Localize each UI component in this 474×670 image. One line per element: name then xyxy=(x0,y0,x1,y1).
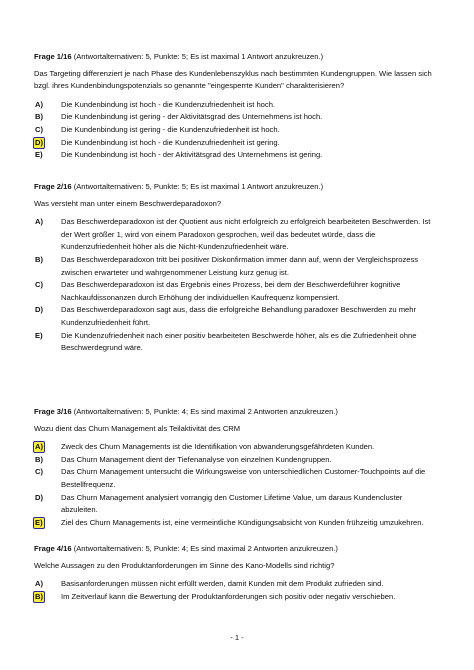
question-number: Frage 1/16 xyxy=(34,52,72,61)
question-header xyxy=(34,51,438,64)
question-4 xyxy=(34,543,438,603)
answer-letter: C) xyxy=(35,467,44,477)
question-number: Frage 2/16 xyxy=(34,182,72,191)
answer-letter: C) xyxy=(35,124,44,134)
answer-list xyxy=(34,578,438,603)
question-meta: (Antwortalternativen: 5, Punkte: 5; Es ist maximal 1 Antwort anzukreuzen.) xyxy=(73,182,324,191)
answer-letter: A) xyxy=(35,442,44,452)
answer-text: Zweck des Churn Managements ist die Identifikation von abwanderungsgefährdeten Kunden. xyxy=(61,442,375,452)
question-meta: (Antwortalternativen: 5, Punkte: 4; Es sind maximal 2 Antworten anzukreuzen.) xyxy=(73,544,338,553)
answer-text: Das Churn Management untersucht die Wirkungsweise von unterschiedlichen Customer-Touchpoints auf die Bestellfrequenz. xyxy=(61,467,426,489)
answer-option-c[interactable] xyxy=(34,466,438,491)
answer-option-a[interactable] xyxy=(34,99,438,112)
answer-option-c[interactable] xyxy=(34,124,438,137)
answer-letter: B) xyxy=(35,112,44,122)
question-3 xyxy=(34,406,438,529)
question-1 xyxy=(34,51,438,162)
answer-option-a[interactable] xyxy=(34,441,438,454)
answer-letter: B) xyxy=(35,591,44,601)
answer-option-a[interactable] xyxy=(34,578,438,591)
answer-letter: C) xyxy=(35,280,44,290)
answer-list xyxy=(34,216,438,355)
answer-letter: A) xyxy=(35,99,44,109)
answer-option-d[interactable] xyxy=(34,137,438,150)
answer-text: Im Zeitverlauf kann die Bewertung der Produktanforderungen sich positiv oder negativ verschieben. xyxy=(61,591,396,601)
answer-text: Die Kundenbindung ist gering - der Aktivitätsgrad des Unternehmens ist hoch. xyxy=(61,112,323,122)
question-text: Wozu dient das Churn Management als Teilaktivität des CRM xyxy=(34,423,241,433)
answer-option-b[interactable] xyxy=(34,254,438,279)
answer-letter: B) xyxy=(35,454,44,464)
answer-option-d[interactable] xyxy=(34,304,438,329)
question-text: Was versteht man unter einem Beschwerdeparadoxon? xyxy=(34,198,222,208)
answer-option-e[interactable] xyxy=(34,330,438,355)
question-header xyxy=(34,406,438,419)
answer-text: Das Beschwerdeparadoxon tritt bei positiver Diskonfirmation immer dann auf, wenn der Vergleichsprozess zwischen erwarteter und wahrgenommener Leistung kurz genug ist. xyxy=(61,254,419,277)
question-text: Welche Aussagen zu den Produktanforderungen im Sinne des Kano-Modells sind richtig? xyxy=(34,560,335,570)
answer-letter: B) xyxy=(35,254,44,264)
question-2 xyxy=(34,181,438,355)
answer-letter: E) xyxy=(35,150,43,160)
question-meta: (Antwortalternativen: 5, Punkte: 5; Es ist maximal 1 Antwort anzukreuzen.) xyxy=(73,52,324,61)
answer-letter: D) xyxy=(35,137,44,147)
answer-letter: D) xyxy=(35,305,44,315)
question-meta: (Antwortalternativen: 5, Punkte: 4; Es sind maximal 2 Antworten anzukreuzen.) xyxy=(73,407,338,416)
page-number: - 1 - xyxy=(230,633,244,642)
question-number: Frage 3/16 xyxy=(34,407,72,416)
answer-letter: E) xyxy=(35,517,43,527)
answer-option-e[interactable] xyxy=(34,149,438,162)
answer-option-b[interactable] xyxy=(34,454,438,467)
answer-text: Das Beschwerdeparadoxon ist das Ergebnis eines Prozess, bei dem der Beschwerdeführer kognitive Nachkaufdissonanzen durch Erhöhung der individuellen Kaufrequenz kompensiert. xyxy=(61,280,401,302)
answer-option-b[interactable] xyxy=(34,111,438,124)
answer-option-b[interactable] xyxy=(34,591,438,604)
answer-text: Das Churn Management dient der Tiefenanalyse von einzelnen Kundengruppen. xyxy=(61,454,332,464)
answer-letter: A) xyxy=(35,579,44,589)
answer-text: Die Kundenbindung ist hoch - der Aktivitätsgrad des Unternehmens ist gering. xyxy=(61,150,323,160)
answer-text: Die Kundenbindung ist gering - die Kundenzufriedenheit ist hoch. xyxy=(61,124,280,134)
answer-letter: D) xyxy=(35,492,44,502)
answer-text: Das Churn Management analysiert vorrangig den Customer Lifetime Value, um daraus Kundencluster abzuleiten. xyxy=(61,492,403,515)
answer-text: Die Kundenbindung ist hoch - die Kundenzufriedenheit ist gering. xyxy=(61,137,280,147)
answer-letter: A) xyxy=(35,217,44,227)
answer-list xyxy=(34,99,438,162)
question-header xyxy=(34,543,438,556)
question-number: Frage 4/16 xyxy=(34,544,72,553)
answer-text: Basisanforderungen müssen nicht erfüllt werden, damit Kunden mit dem Produkt zufrieden sind. xyxy=(61,579,384,589)
question-text: Das Targeting differenziert je nach Phase des Kundenlebenszyklus nach bestimmten Kundengruppen. Wie lassen sich bzgl. ihres Kundenbindungspotenzials so genannte "eingesperrte Kunden" charakterisieren? xyxy=(34,68,432,91)
answer-text: Die Kundenbindung ist hoch - die Kundenzufriedenheit ist hoch. xyxy=(61,99,276,109)
answer-option-e[interactable] xyxy=(34,517,438,530)
answer-list xyxy=(34,441,438,529)
answer-text: Die Kundenzufriedenheit nach einer positiv bearbeiteten Beschwerde höher, als es die Zufriedenheit ohne Beschwerdegrund wäre. xyxy=(61,330,417,353)
answer-text: Das Beschwerdeparadoxon ist der Quotient aus nicht erfolgreich zu erfolgreich bearbeiteten Beschwerden. Ist der Wert größer 1, wird von einem Paradoxon gesprochen, weil das bedeutet würde, dass die Kundenzufriedenheit höher als die Nicht-Kundenzufriedenheit wäre. xyxy=(61,217,431,252)
answer-option-d[interactable] xyxy=(34,492,438,517)
question-header xyxy=(34,181,438,194)
answer-text: Das Beschwerdeparadoxon sagt aus, dass die erfolgreiche Behandlung paradoxer Beschwerden zu mehr Kundenzufriedenheit führt. xyxy=(61,305,417,327)
answer-text: Ziel des Churn Managements ist, eine vermeintliche Kündigungsabsicht von Kunden frühzeitig umzukehren. xyxy=(61,517,424,527)
answer-option-c[interactable] xyxy=(34,279,438,304)
answer-letter: E) xyxy=(35,330,43,340)
answer-option-a[interactable] xyxy=(34,216,438,254)
